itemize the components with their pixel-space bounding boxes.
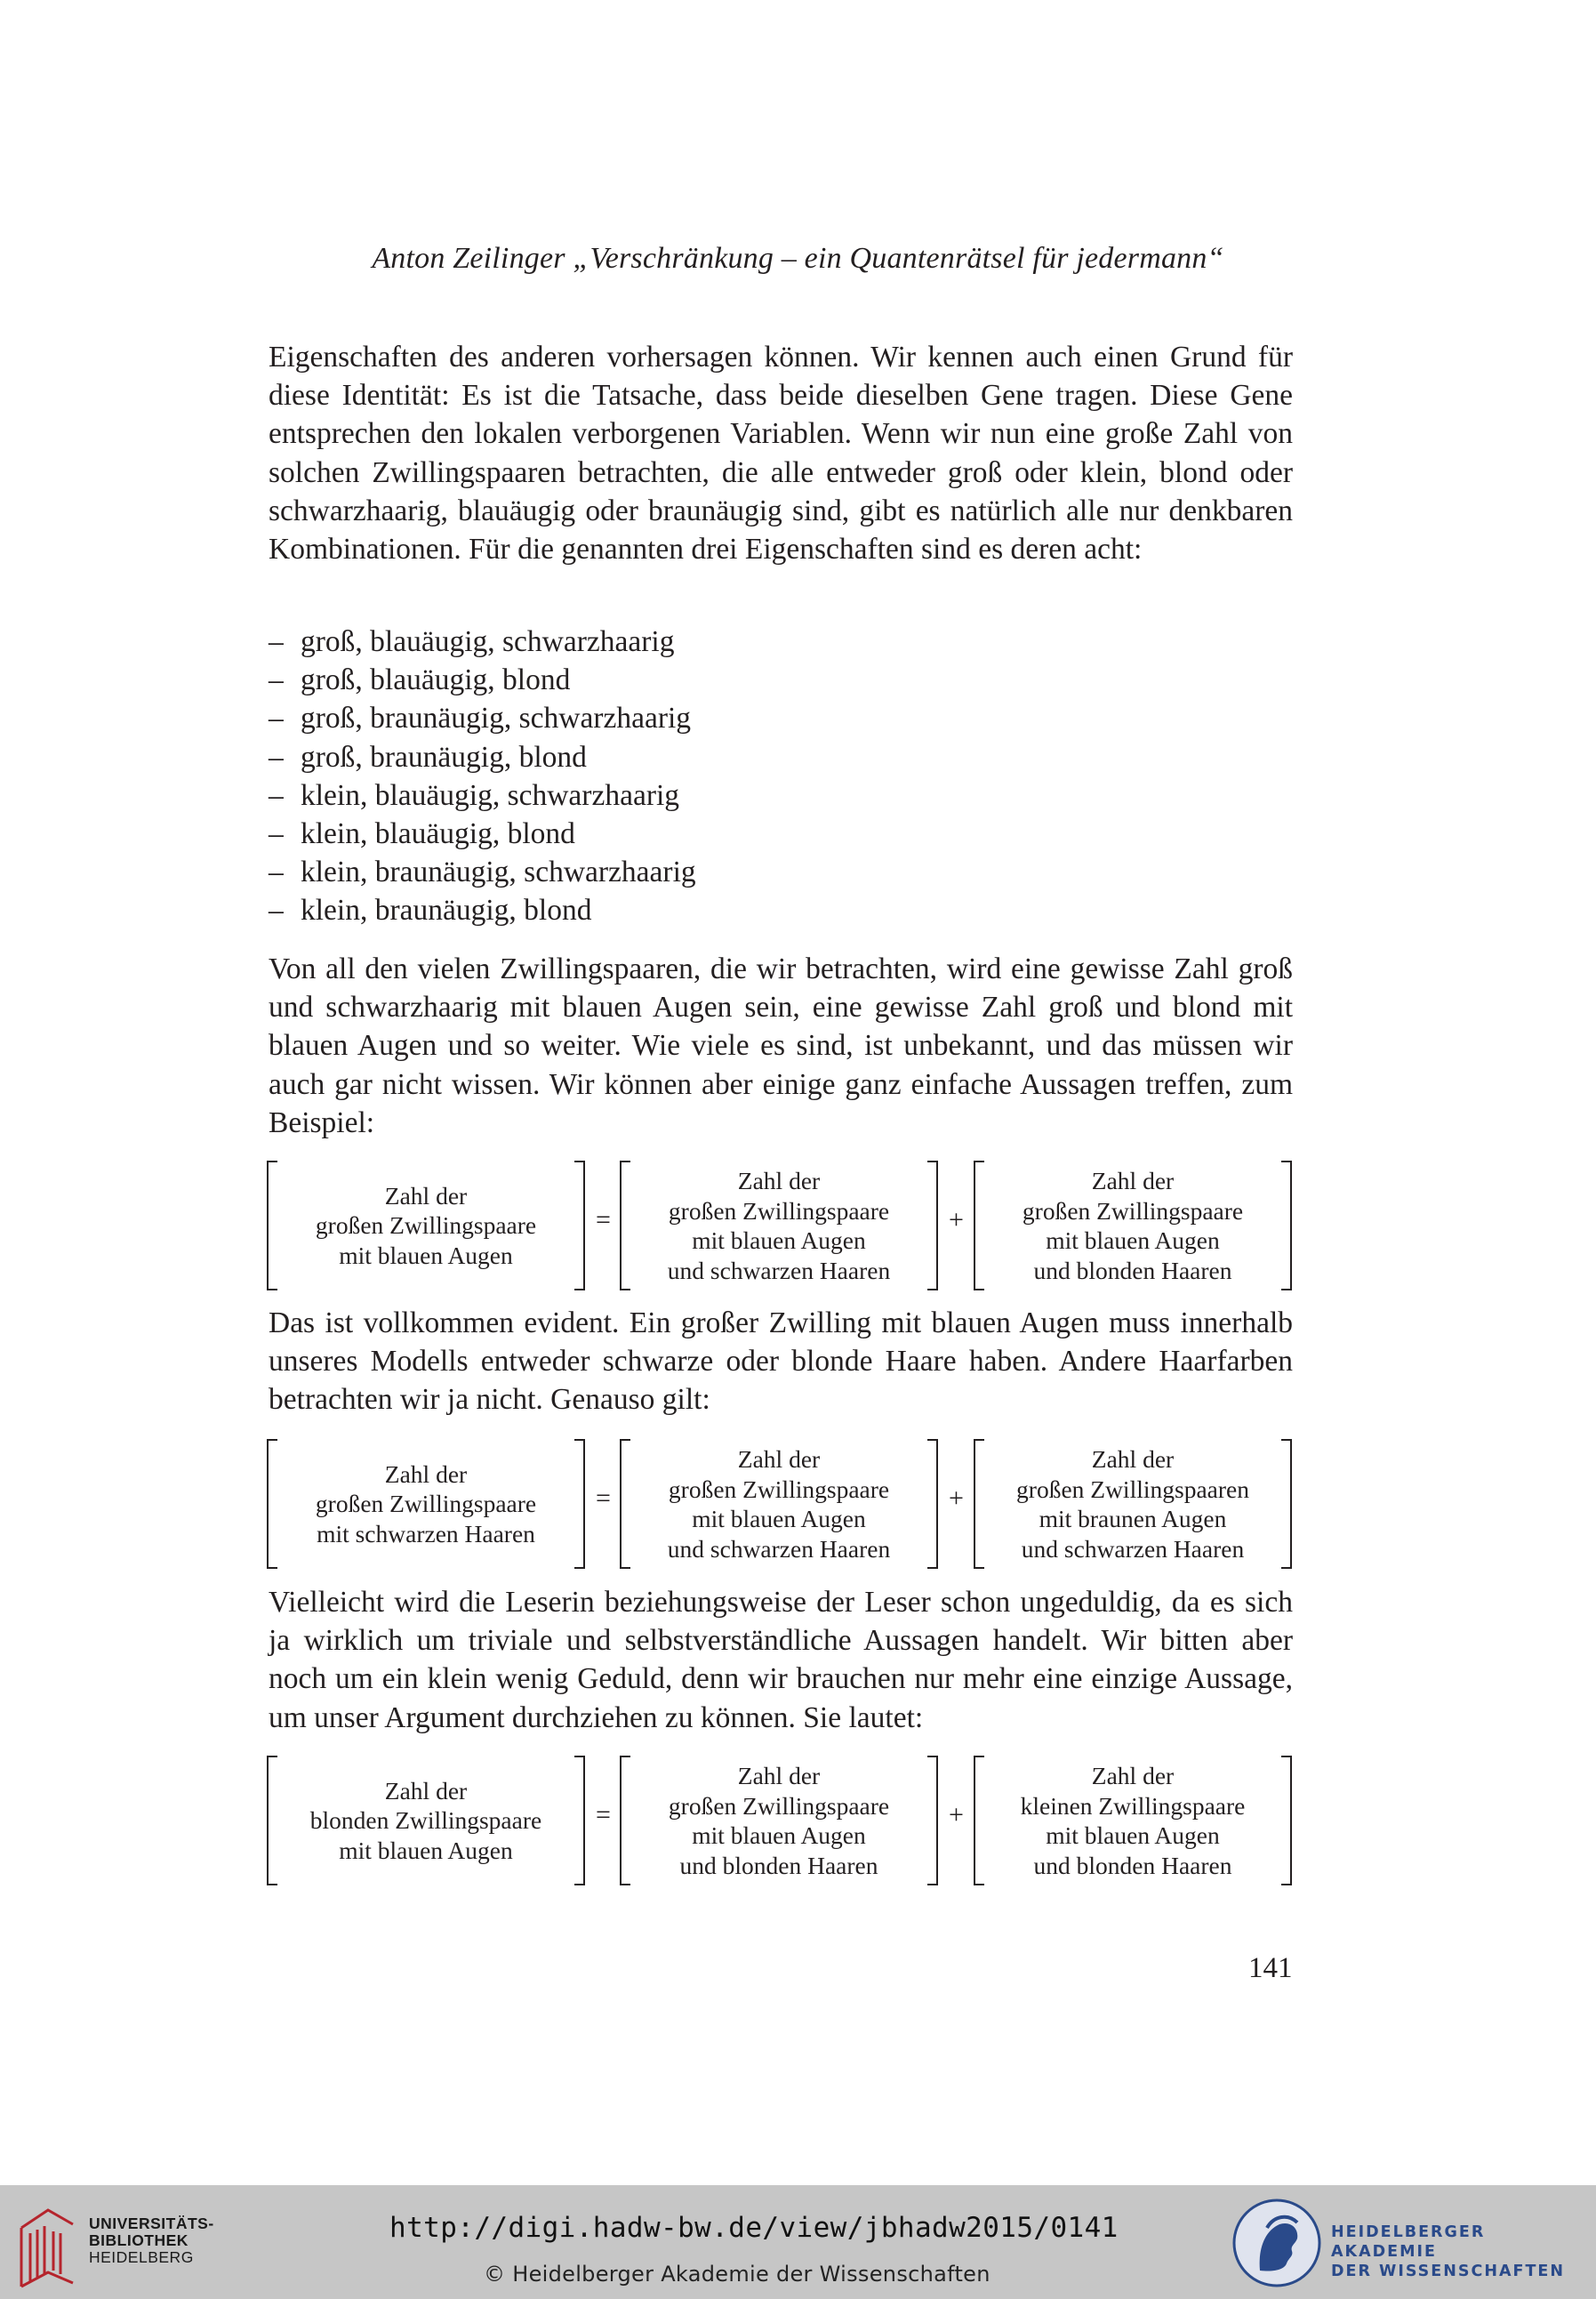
equation-2: [267, 1439, 1296, 1569]
term-line: Zahl der: [384, 1459, 468, 1488]
term-line: Zahl der: [737, 1445, 821, 1473]
hadw-line: HEIDELBERGER AKADEMIE: [1331, 2223, 1486, 2261]
list-dash: –: [269, 778, 284, 812]
equals-sign: =: [596, 1483, 611, 1513]
athena-head-icon[interactable]: [1231, 2198, 1322, 2288]
term-line: mit blauen Augen: [1046, 1226, 1220, 1254]
list-dash: –: [269, 894, 284, 928]
term-line: mit braunen Augen: [1039, 1505, 1227, 1532]
term-line: mit blauen Augen: [692, 1505, 866, 1532]
plus-sign: +: [949, 1205, 964, 1234]
equals-sign: =: [596, 1800, 611, 1829]
list-dash: –: [269, 817, 284, 851]
term-line: großen Zwillingspaare: [315, 1211, 537, 1240]
paragraph-patience: Vielleicht wird die Leserin beziehungsweise der Leser schon ungeduldig, da es sich ja wirklich um triviale und selbstverständliche Aussagen handelt. Wir bitten aber noch um ein klein wenig Geduld, denn wir brauchen nur mehr eine einzige Aussage, um unser Argument durchziehen zu können. Sie lautet:: [269, 1586, 1293, 1734]
list-dash: –: [269, 856, 284, 889]
equation-term-right: [974, 1756, 1292, 1885]
term-line: Zahl der: [1091, 1167, 1175, 1194]
paragraph-counts: Von all den vielen Zwillingspaaren, die wir betrachten, wird eine gewisse Zahl groß und schwarzhaarig mit blauen Augen sein, eine gewisse Zahl groß und blond mit blauen Augen und so weiter. Wie viele es sind, ist unbekannt, und das müssen wir auch gar nicht wissen. Wir können aber einige ganz einfache Aussagen treffen, zum Beispiel:: [269, 953, 1293, 1139]
term-line: Zahl der: [737, 1167, 821, 1194]
list-item: [269, 661, 1069, 699]
term-line: mit schwarzen Haaren: [317, 1519, 535, 1547]
term-line: und blonden Haaren: [1033, 1256, 1232, 1284]
list-item: [269, 623, 1069, 661]
copyright-notice: © Heidelberger Akademie der Wissenschaften: [484, 2262, 990, 2287]
ub-line: BIBLIOTHEK: [89, 2231, 188, 2249]
term-line: großen Zwillingspaare: [668, 1475, 890, 1503]
term-line: mit blauen Augen: [692, 1821, 866, 1849]
term-line: großen Zwillingspaare: [668, 1791, 890, 1820]
ub-heidelberg-logo-text[interactable]: [89, 2215, 214, 2266]
equation-1: [267, 1161, 1296, 1290]
paragraph-intro: Eigenschaften des anderen vorhersagen können. Wir kennen auch einen Grund für diese Identität: Es ist die Tatsache, dass beide dieselben Gene tragen. Diese Gene entsprechen den lokalen verborgenen Variablen. Wenn wir nun eine große Zahl von solchen Zwillingspaaren betrachten, die alle entweder groß oder klein, blond oder schwarzhaarig, blauäugig oder braunäugig sind, gibt es natürlich alle nur denkbaren Kombinationen. Für die genannten drei Eigenschaften sind es deren acht:: [269, 341, 1293, 567]
list-item-text: groß, blauäugig, blond: [301, 663, 571, 697]
term-line: Zahl der: [737, 1762, 821, 1789]
term-line: großen Zwillingspaare: [668, 1196, 890, 1225]
list-item-text: groß, blauäugig, schwarzhaarig: [301, 625, 675, 658]
equation-term-middle: [620, 1756, 938, 1885]
list-item-text: groß, braunäugig, blond: [301, 740, 587, 774]
equation-term-right: [974, 1439, 1292, 1569]
term-line: mit blauen Augen: [339, 1836, 513, 1864]
equation-term-left: [267, 1756, 585, 1885]
term-line: und schwarzen Haaren: [667, 1534, 891, 1563]
term-line: und schwarzen Haaren: [667, 1256, 891, 1284]
list-item-text: klein, braunäugig, blond: [301, 894, 592, 928]
list-dash: –: [269, 740, 284, 774]
paragraph-evident: Das ist vollkommen evident. Ein großer Zwilling mit blauen Augen muss innerhalb unseres Modells entweder schwarze oder blonde Haare haben. Andere Haarfarben betrachten wir ja nicht. Genauso gilt:: [269, 1306, 1293, 1417]
list-item: [269, 738, 1069, 776]
term-line: Zahl der: [1091, 1762, 1175, 1789]
list-item-text: klein, blauäugig, blond: [301, 817, 575, 851]
equation-term-left: [267, 1161, 585, 1290]
list-dash: –: [269, 702, 284, 736]
list-item: [269, 699, 1069, 737]
equals-sign: =: [596, 1205, 611, 1234]
term-line: kleinen Zwillingspaare: [1020, 1791, 1246, 1820]
hadw-line: DER WISSENSCHAFTEN: [1331, 2263, 1566, 2280]
plus-sign: +: [949, 1800, 964, 1829]
term-line: mit blauen Augen: [1046, 1821, 1220, 1849]
library-columns-icon[interactable]: [18, 2201, 76, 2290]
running-header: Anton Zeilinger „Verschränkung – ein Quantenrätsel für jedermann“: [372, 242, 1224, 275]
equation-3: [267, 1756, 1296, 1885]
list-item-text: klein, blauäugig, schwarzhaarig: [301, 778, 680, 812]
list-dash: –: [269, 663, 284, 697]
term-line: großen Zwillingspaare: [315, 1490, 537, 1518]
list-item: [269, 853, 1069, 891]
plus-sign: +: [949, 1483, 964, 1513]
ub-line: UNIVERSITÄTS-: [89, 2215, 214, 2232]
list-item: [269, 891, 1069, 929]
ub-line: HEIDELBERG: [89, 2248, 194, 2266]
equation-term-right: [974, 1161, 1292, 1290]
hadw-logo-text[interactable]: [1331, 2223, 1596, 2281]
equation-term-left: [267, 1439, 585, 1569]
list-item-text: groß, braunäugig, schwarzhaarig: [301, 702, 692, 736]
footer-bar: [0, 2185, 1596, 2299]
term-line: Zahl der: [384, 1181, 468, 1210]
list-item: [269, 815, 1069, 853]
term-line: Zahl der: [384, 1776, 468, 1805]
term-line: mit blauen Augen: [692, 1226, 866, 1254]
term-line: Zahl der: [1091, 1445, 1175, 1473]
list-item: [269, 776, 1069, 815]
source-url[interactable]: http://digi.hadw-bw.de/view/jbhadw2015/0141: [389, 2212, 1119, 2244]
term-line: großen Zwillingspaare: [1022, 1196, 1244, 1225]
list-item-text: klein, braunäugig, schwarzhaarig: [301, 856, 696, 889]
equation-term-middle: [620, 1439, 938, 1569]
list-dash: –: [269, 625, 284, 658]
term-line: und blonden Haaren: [1033, 1851, 1232, 1879]
equation-term-middle: [620, 1161, 938, 1290]
term-line: blonden Zwillingspaare: [309, 1806, 542, 1835]
term-line: mit blauen Augen: [339, 1241, 513, 1269]
combination-list: [269, 623, 1069, 930]
term-line: und blonden Haaren: [679, 1851, 878, 1879]
term-line: und schwarzen Haaren: [1021, 1534, 1245, 1563]
term-line: großen Zwillingspaaren: [1016, 1475, 1249, 1503]
page-number: 141: [1248, 1952, 1293, 1984]
